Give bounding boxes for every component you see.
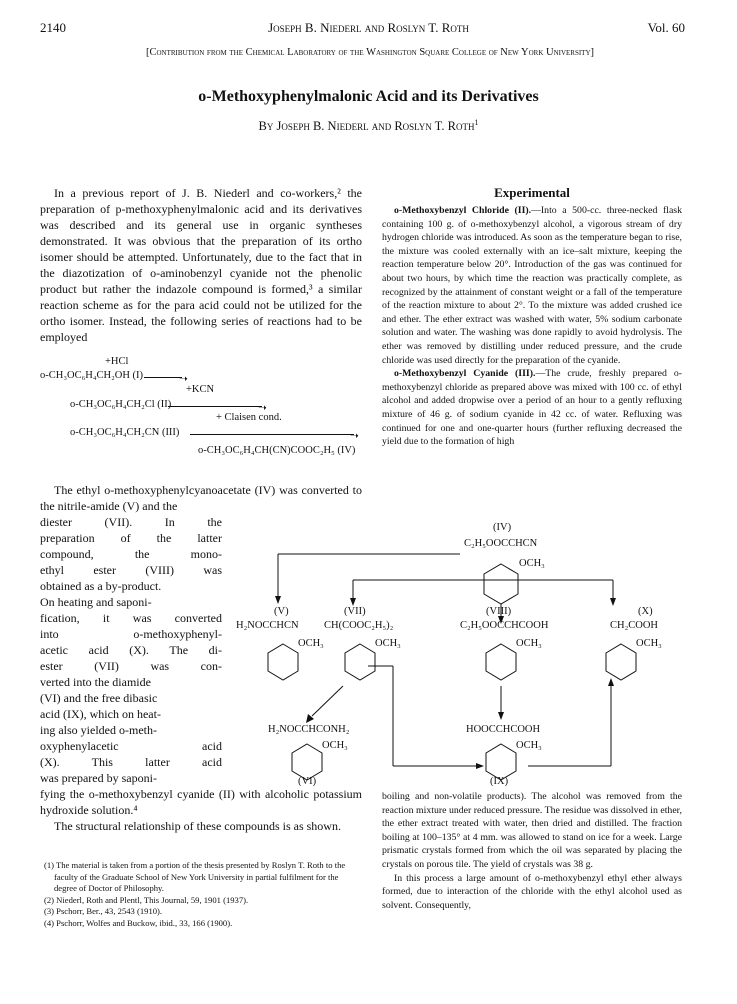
compound-I: o-CH₃OC₆H₄CH₂OH (I) (40, 370, 144, 381)
narrow-line: obtained as a by-product. (40, 579, 162, 593)
bottom-paragraph-2: In this process a large amount of o-methoxybenzyl ethyl ether always formed, due to interaction of the chloride with the ethyl alcohol used as solvent. Consequently, (382, 872, 682, 911)
para2-end: fying the o-methoxybenzyl cyanide (II) with alcoholic potassium hydroxide solution.⁴ (40, 787, 362, 817)
ring-X (606, 644, 636, 680)
footnote-4: (4) Pschorr, Wolfes and Buckow, ibid., 33, 166 (1900). (44, 917, 233, 928)
ring-VII (345, 644, 375, 680)
footnote-2: (2) Niederl, Roth and Plentl, This Journal, 59, 1901 (1937). (44, 894, 249, 905)
paragraph-2-start (40, 482, 362, 514)
och3-VI: OCH₃ (322, 740, 348, 751)
label-V: (V) (274, 606, 289, 617)
para2-full: The ethyl o-methoxyphenylcyanoacetate (IV) was converted to the nitrile-amide (V) and the (40, 483, 362, 513)
och3-VIII: OCH₃ (516, 638, 542, 649)
byline (0, 118, 737, 134)
exp1-heading: o-Methoxybenzyl Chloride (II). (394, 205, 532, 216)
formula-VII: CH(COOC₂H₅)₂ (324, 620, 394, 631)
footnotes (40, 860, 362, 930)
formula-IV: C₂H₅OOCCHCN (464, 538, 538, 549)
exp2-text: —The crude, freshly prepared o-methoxybenzyl chloride as prepared above was mixed with 100 cc. of ethyl alcohol and added dropwise over a period of an hour to a gently refluxing mixture of 46 g. of sodium cyanide in 42 cc. of water. Refluxing was continued for one and one-quarter hours (further refluxing decreased the yield due to the formation of high (382, 368, 682, 448)
section-title-experimental: Experimental (494, 185, 570, 200)
narrow-line: acetic acid (X). The di- (40, 643, 222, 657)
right-column-experimental (382, 204, 682, 449)
narrow-line: ester (VII) was con- (40, 659, 222, 673)
ring-V (268, 644, 298, 680)
reagent-hcl: +HCl (105, 356, 129, 367)
compound-III: o-CH₃OC₆H₄CH₂CN (III) (70, 427, 180, 438)
paragraph-2-end (40, 786, 362, 834)
och3-IX: OCH₃ (516, 740, 542, 751)
arrow-2 (168, 406, 262, 407)
byline-text: By Joseph B. Niederl and Roslyn T. Roth (258, 119, 475, 134)
narrow-line: diester (VII). In the (40, 515, 222, 529)
compound-IV: o-CH₃OC₆H₄CH(CN)COOC₂H₅ (IV) (198, 445, 356, 456)
reaction-sequence (40, 356, 370, 474)
formula-V: H₂NOCCHCN (236, 620, 299, 631)
reagent-claisen: + Claisen cond. (216, 412, 282, 423)
exp2-heading: o-Methoxybenzyl Cyanide (III). (394, 368, 536, 380)
structure-scheme (228, 516, 708, 786)
narrow-line: oxyphenylacetic acid (40, 739, 222, 753)
arrowhead-1: ➝ (179, 374, 188, 385)
arrowhead-3: ➝ (350, 431, 359, 442)
bottom-paragraph-1: boiling and non-volatile products). The alcohol was removed from the reaction mixture under reduced pressure. The residue was dissolved in ether, the ether extract treated with water, then dried and distilled. The fraction boiling at 100–135° at 4 mm. was allowed to stand on ice for a week. Large prismatic crystals formed from which the oil was separated by placing the crystals on porous tile. The yield of crystals was 38 g. (382, 791, 682, 870)
arrow-1 (144, 377, 182, 378)
narrow-line: verted into the diamide (40, 675, 151, 689)
footnote-1: (1) The material is taken from a portion of the thesis presented by Roslyn T. Roth to the faculty of the Graduate School of New York University in partial fulfilment for the degree of Doctor of Philosophy. (44, 860, 346, 894)
right-column-bottom (382, 790, 682, 912)
contribution-note: [Contribution from the Chemical Laboratory of the Washington Square College of New York University] (145, 47, 595, 58)
reagent-kcn: +KCN (186, 384, 215, 395)
formula-IX: HOOCCHCOOH (466, 724, 541, 735)
exp2-paragraph (382, 367, 682, 449)
para3: The structural relationship of these compounds is as shown. (54, 819, 341, 833)
intro-paragraph: In a previous report of J. B. Niederl and co-workers,² the preparation of p-methoxyphenylmalonic acid and its derivatives was described and its general use in organic syntheses demonstrated. It was obvious that the preparation of its ortho isomer should be attempted. Unfortunately, due to the fact that in the diazotization of o-aminobenzyl cyanide not the phenolic product but rather the indazole compound is formed,³ a similar reaction scheme as for the para acid could not be utilized for the ortho isomer. Instead, the following series of reactions had to be employed (40, 186, 362, 344)
ring-IV (484, 564, 518, 604)
narrow-line: preparation of the latter (40, 531, 222, 545)
narrow-line: ethyl ester (VIII) was (40, 563, 222, 577)
left-column-intro (40, 185, 362, 345)
narrow-line: On heating and saponi- (40, 595, 152, 609)
och3-V: OCH₃ (298, 638, 324, 649)
ring-IX (486, 744, 516, 780)
formula-X: CH₂COOH (610, 620, 658, 631)
narrow-line: compound, the mono- (40, 547, 222, 561)
label-X: (X) (638, 606, 653, 617)
label-IX: (IX) (490, 776, 509, 786)
ring-VIII (486, 644, 516, 680)
page-number: 2140 (40, 20, 66, 35)
och3-VII: OCH₃ (375, 638, 401, 649)
formula-VIII: C₂H₅OOCCHCOOH (460, 620, 549, 631)
narrow-line: into o-methoxyphenyl- (40, 627, 222, 641)
narrow-line: (VI) and the free dibasic (40, 691, 158, 705)
paragraph-2-narrow (40, 514, 222, 786)
label-VIII: (VIII) (486, 606, 512, 617)
running-head: Joseph B. Niederl and Roslyn T. Roth (268, 20, 469, 35)
byline-footnote-mark: 1 (474, 118, 479, 127)
exp1-text: —Into a 500-cc. three-necked flask containing 100 g. of o-methoxybenzyl alcohol, a vigorous stream of dry hydrogen chloride was introduced. As soon as the temperature began to rise, the mixture was cooled externally with an ice–salt mixture, keeping the reaction temperature below 20°. Introduction of the gas was continued for about two hours, by which time the reaction was practically complete, as recognized by the attainment of constant weight or a fall of the temperature of the reaction mixture to about 2°. To the mixture was added crushed ice and ether. The ether extract was washed with water, 5% sodium carbonate solution and water. The washing was done rapidly to avoid hydrolysis. The ether was removed by distilling under reduced pressure, and the crude chloride was used directly for the preparation of the cyanide. (382, 205, 682, 366)
narrow-line: fication, it was converted (40, 611, 222, 625)
formula-VI: H₂NOCCHCONH₂ (268, 724, 350, 735)
label-IV: (IV) (493, 522, 512, 533)
arrowhead-2: ➝ (258, 403, 267, 414)
article-title: o-Methoxyphenylmalonic Acid and its Derivatives (198, 88, 539, 105)
och3-IV: OCH₃ (519, 558, 545, 569)
footnote-3: (3) Pschorr, Ber., 43, 2543 (1910). (44, 906, 163, 917)
ring-VI (292, 744, 322, 780)
volume: Vol. 60 (647, 20, 685, 35)
och3-X: OCH₃ (636, 638, 662, 649)
narrow-line: was prepared by saponi- (40, 771, 157, 785)
exp1-paragraph (382, 204, 682, 367)
compound-II: o-CH₃OC₆H₄CH₂Cl (II) (70, 399, 172, 410)
narrow-line: acid (IX), which on heat- (40, 707, 161, 721)
narrow-line: (X). This latter acid (40, 755, 222, 769)
arrow-3 (190, 434, 354, 435)
label-VI: (VI) (298, 776, 317, 786)
narrow-line: ing also yielded o-meth- (40, 723, 157, 737)
label-VII: (VII) (344, 606, 366, 617)
